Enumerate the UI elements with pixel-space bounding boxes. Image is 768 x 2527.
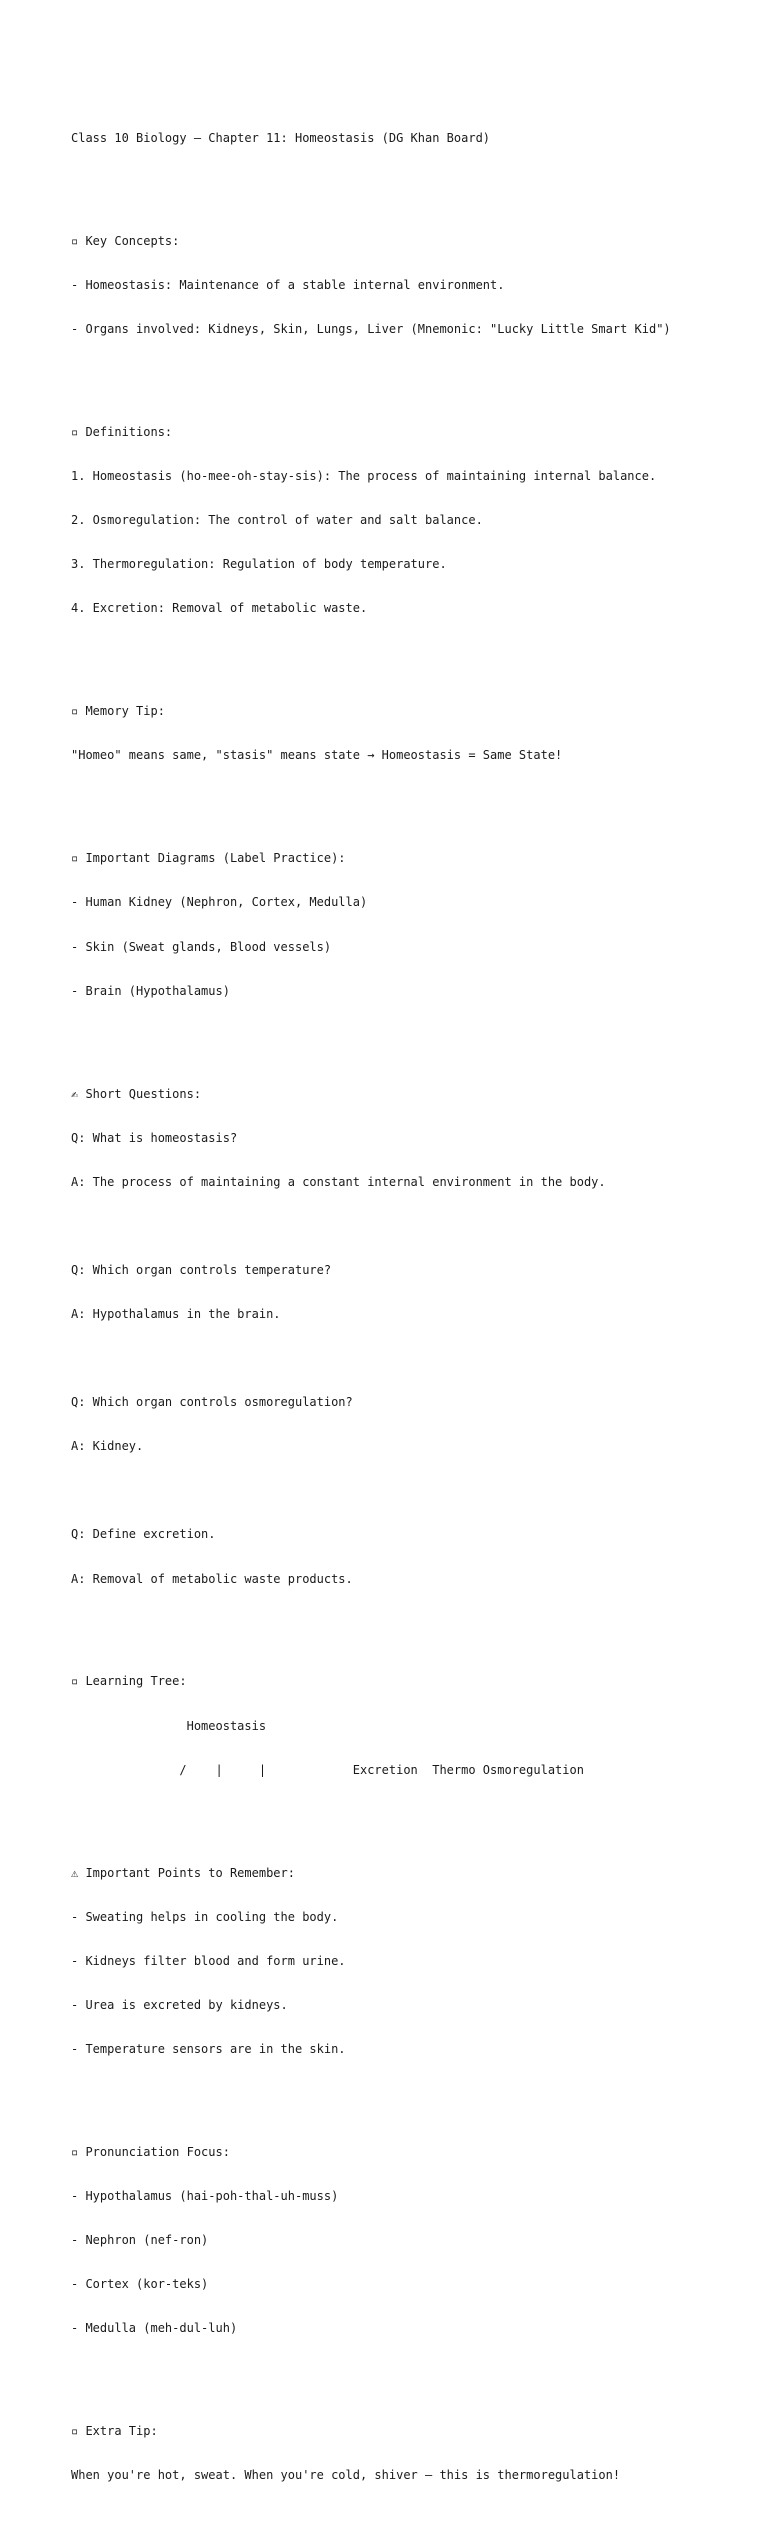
question: Q: Which organ controls osmoregulation? — [71, 1395, 353, 1410]
pronunciation-item: - Nephron (nef-ron) — [71, 2232, 209, 2247]
memory-tip-heading: ▫ Memory Tip: — [71, 704, 165, 719]
spacer — [71, 646, 751, 661]
learning-tree-heading: ▫ Learning Tree: — [71, 1674, 187, 1689]
spacer — [71, 1351, 751, 1366]
pronunciation-item: - Medulla (meh-dul-luh) — [71, 2321, 238, 2336]
spacer — [71, 175, 751, 190]
important-point-item: - Sweating helps in cooling the body. — [71, 1909, 339, 1924]
answer: A: Kidney. — [71, 1439, 144, 1454]
pronunciation-item: - Cortex (kor-teks) — [71, 2277, 209, 2292]
spacer — [71, 1807, 751, 1822]
important-point-item: - Kidneys filter blood and form urine. — [71, 1953, 346, 1968]
pronunciation-heading: ▫ Pronunciation Focus: — [71, 2144, 230, 2159]
extra-tip-text: When you're hot, sweat. When you're cold, shiver – this is thermoregulation! — [71, 2468, 621, 2483]
diagram-item: - Human Kidney (Nephron, Cortex, Medulla) — [71, 895, 368, 910]
question: Q: What is homeostasis? — [71, 1130, 238, 1145]
memory-tip-text: "Homeo" means same, "stasis" means state → Homeostasis = Same State! — [71, 748, 563, 763]
answer: A: Hypothalamus in the brain. — [71, 1306, 281, 1321]
important-point-item: - Temperature sensors are in the skin. — [71, 2041, 346, 2056]
question: Q: Define excretion. — [71, 1527, 216, 1542]
key-concept-item: - Organs involved: Kidneys, Skin, Lungs, Liver (Mnemonic: "Lucky Little Smart Kid") — [71, 322, 671, 337]
definition-item: 3. Thermoregulation: Regulation of body temperature. — [71, 557, 447, 572]
short-questions-heading: ✍ Short Questions: — [71, 1086, 202, 1101]
definitions-heading: ▫ Definitions: — [71, 425, 173, 440]
diagrams-heading: ▫ Important Diagrams (Label Practice): — [71, 851, 346, 866]
pronunciation-item: - Hypothalamus (hai-poh-thal-uh-muss) — [71, 2188, 339, 2203]
spacer — [71, 793, 751, 808]
definition-item: 1. Homeostasis (ho-mee-oh-stay-sis): The process of maintaining internal balance. — [71, 469, 657, 484]
diagram-item: - Skin (Sweat glands, Blood vessels) — [71, 939, 332, 954]
important-point-item: - Urea is excreted by kidneys. — [71, 1997, 288, 2012]
definition-item: 4. Excretion: Removal of metabolic waste. — [71, 601, 368, 616]
spacer — [71, 1028, 751, 1043]
document-body — [71, 87, 751, 2527]
spacer — [71, 1483, 751, 1498]
learning-tree-root: Homeostasis — [71, 1718, 267, 1733]
diagram-item: - Brain (Hypothalamus) — [71, 983, 230, 998]
key-concepts-heading: ▫ Key Concepts: — [71, 234, 180, 248]
definition-item: 2. Osmoregulation: The control of water and salt balance. — [71, 513, 483, 528]
spacer — [71, 1219, 751, 1234]
extra-tip-heading: ▫ Extra Tip: — [71, 2424, 158, 2439]
answer: A: The process of maintaining a constant internal environment in the body. — [71, 1174, 606, 1189]
spacer — [71, 2365, 751, 2380]
spacer — [71, 1616, 751, 1631]
key-concept-item: - Homeostasis: Maintenance of a stable internal environment. — [71, 278, 505, 293]
document-title: Class 10 Biology – Chapter 11: Homeostasis (DG Khan Board) — [71, 131, 491, 146]
spacer — [71, 366, 751, 381]
learning-tree-branches: / | | Excretion Thermo Osmoregulation — [71, 1762, 584, 1777]
important-points-heading: ⚠ Important Points to Remember: — [71, 1865, 295, 1880]
spacer — [71, 2086, 751, 2101]
answer: A: Removal of metabolic waste products. — [71, 1571, 353, 1586]
question: Q: Which organ controls temperature? — [71, 1262, 332, 1277]
